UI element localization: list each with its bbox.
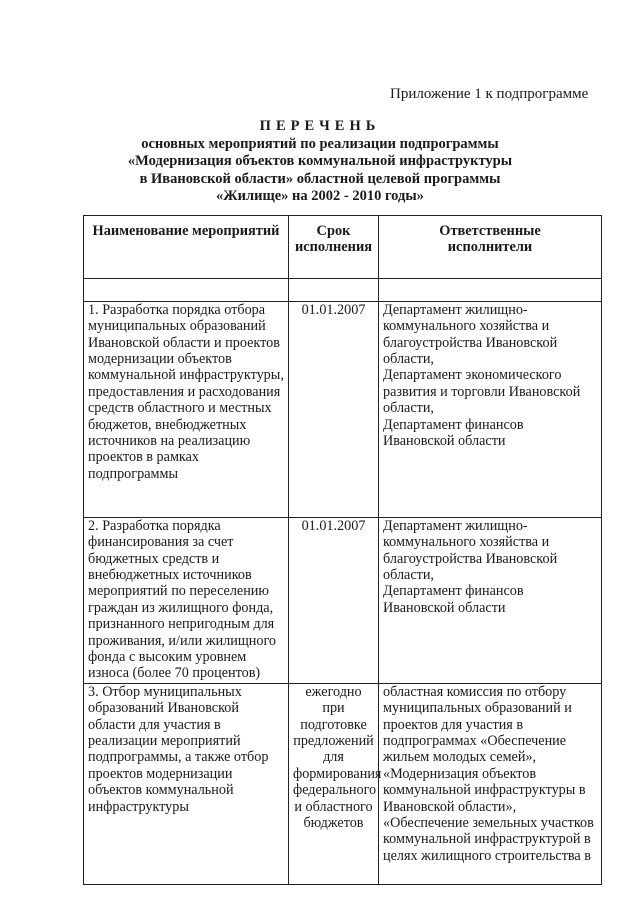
table-row xyxy=(84,683,602,884)
measures-table xyxy=(83,215,602,885)
row-responsible xyxy=(379,301,602,517)
row-responsible xyxy=(379,517,602,683)
row-term: 01.01.2007 xyxy=(289,301,379,517)
header-resp-line1: Ответственные xyxy=(439,223,541,239)
responsible-entry: Департамент экономического развития и торговли Ивановской области, xyxy=(383,367,581,417)
table-row xyxy=(84,517,602,683)
row-name: 1. Разработка порядка отбора муниципальных образований Ивановской области и проектов модернизации объектов коммунальной инфраструктуры, предоставления и расходования средств областного и местных бюджетов, внебюджетных источников на реализацию проектов в рамках подпрограммы xyxy=(84,301,289,517)
responsible-entry: областная комиссия по отбору муниципальных образований и проектов для участия в подпрограммах «Обеспечение жильем молодых семей», «Модернизация объектов коммунальной инфраструктуры в Ивановской области», «Обеспечение земельных участков коммунальной инфраструктурой в целях жилищного строительства в xyxy=(383,683,594,864)
header-name: Наименование мероприятий xyxy=(84,216,289,279)
responsible-entry: Департамент жилищно-коммунального хозяйства и благоустройства Ивановской области, xyxy=(383,301,558,368)
responsible-entry: Департамент жилищно-коммунального хозяйства и благоустройства Ивановской области, xyxy=(383,517,558,584)
row-responsible xyxy=(379,683,602,884)
title-line-2: основных мероприятий по реализации подпрограммы xyxy=(141,135,499,152)
header-term xyxy=(289,216,379,279)
responsible-entry: Департамент финансов Ивановской области xyxy=(383,583,524,616)
table-header-row xyxy=(84,216,602,279)
title-line-5: «Жилище» на 2002 - 2010 годы» xyxy=(216,188,424,204)
row-name: 2. Разработка порядка финансирования за счет бюджетных средств и внебюджетных источников мероприятий по переселению граждан из жилищного фонда, признанного непригодным для проживания, и/или жилищного фонда с высоким уровнем износа (более 70 процентов) xyxy=(84,517,289,683)
row-term: 01.01.2007 xyxy=(289,517,379,683)
title-line-3: «Модернизация объектов коммунальной инфраструктуры xyxy=(127,153,513,169)
row-term: ежегодно при подготовке предложений для формирования федерального и областного бюджетов xyxy=(289,683,379,884)
header-term-line1: Срок xyxy=(316,223,351,239)
table-spacer-row xyxy=(84,278,602,301)
header-responsible xyxy=(379,216,602,279)
table-row xyxy=(84,301,602,517)
appendix-label: Приложение 1 к подпрограмме xyxy=(390,86,589,102)
title-heading: ПЕРЕЧЕНЬ xyxy=(259,118,381,134)
title-line-4: в Ивановской области» областной целевой программы xyxy=(139,170,501,187)
document-title xyxy=(0,118,640,206)
row-name: 3. Отбор муниципальных образований Ивановской области для участия в реализации мероприятий подпрограммы, а также отбор проектов модернизации объектов коммунальной инфраструктуры xyxy=(84,683,289,884)
responsible-entry: Департамент финансов Ивановской области xyxy=(383,416,524,450)
header-term-line2: исполнения xyxy=(294,239,373,256)
header-resp-line2: исполнители xyxy=(447,239,533,256)
